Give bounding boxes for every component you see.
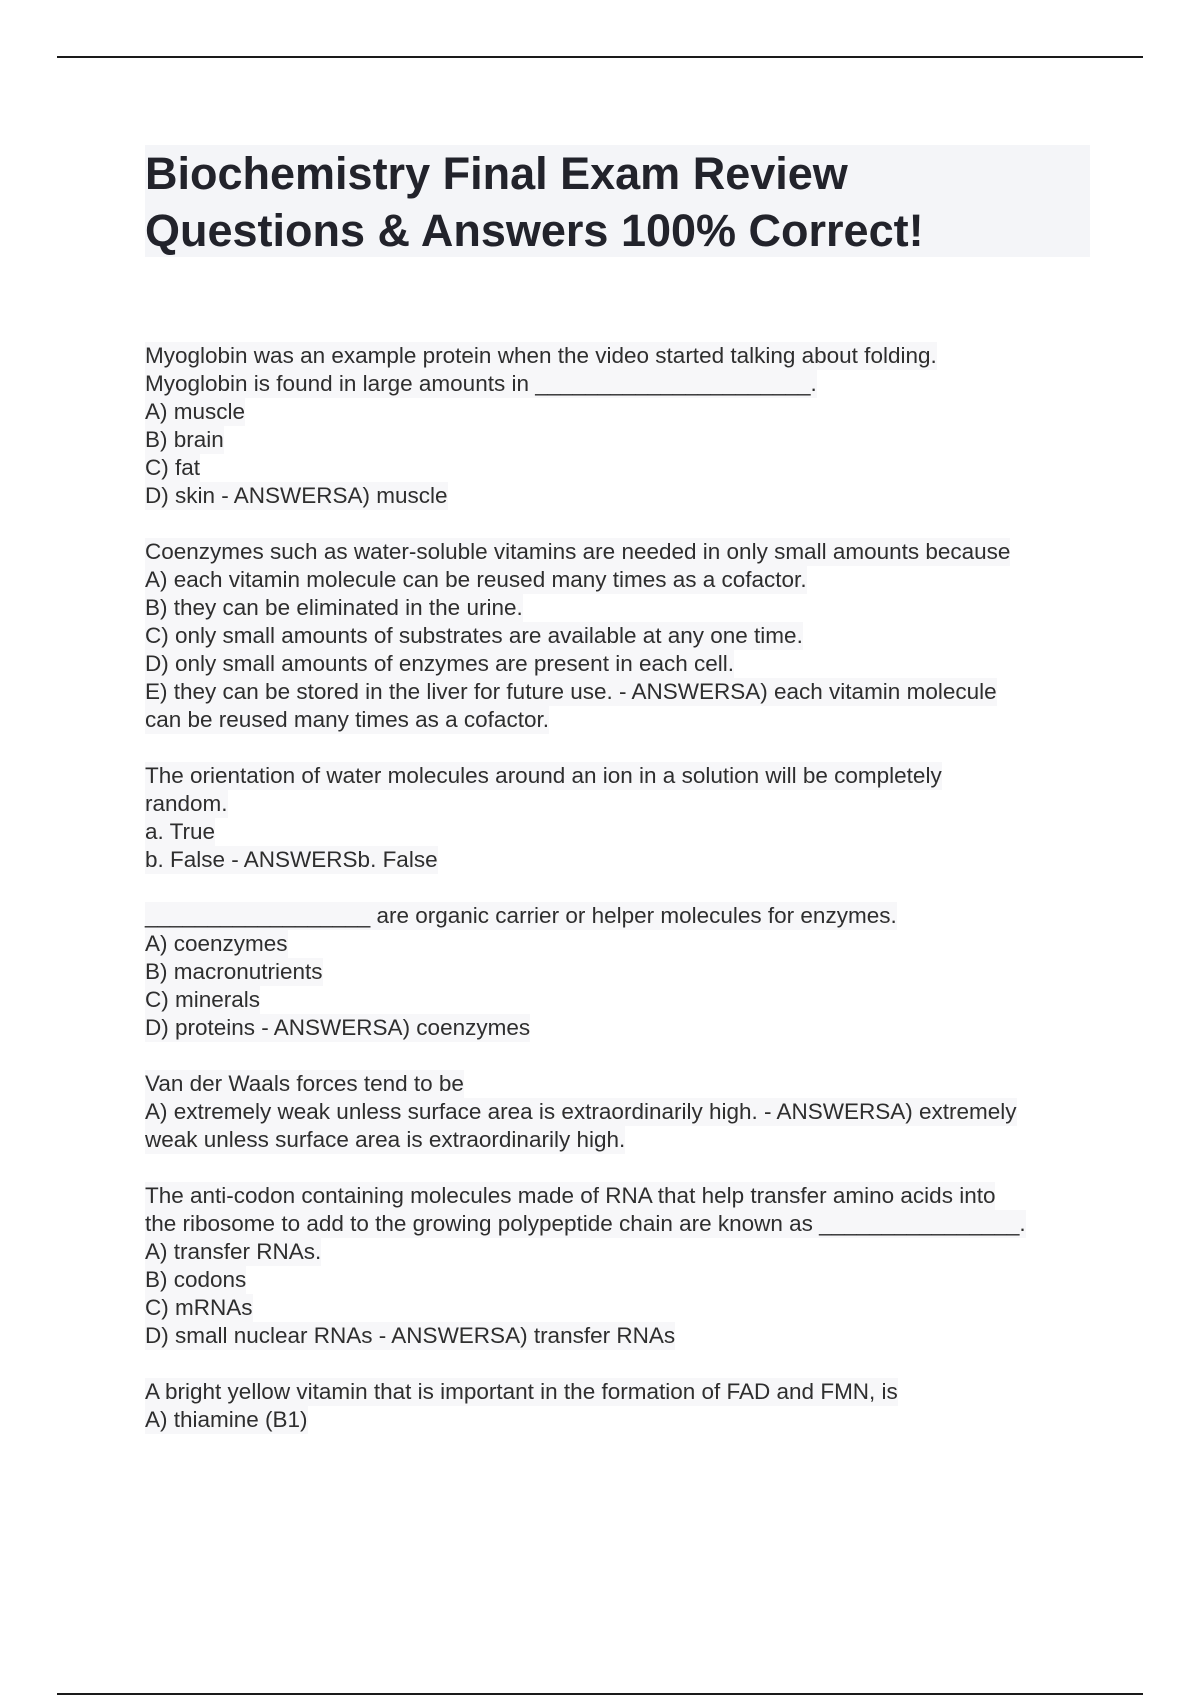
title-line-2: Questions & Answers 100% Correct! bbox=[145, 205, 924, 256]
question-text-line: the ribosome to add to the growing polypeptide chain are known as ________________. bbox=[145, 1211, 1026, 1236]
question-text-line: The anti-codon containing molecules made of RNA that help transfer amino acids into bbox=[145, 1183, 996, 1208]
question-text-line: Myoglobin was an example protein when the video started talking about folding. bbox=[145, 343, 937, 368]
question-text-line: random. bbox=[145, 791, 228, 816]
question-text-line: __________________ are organic carrier or helper molecules for enzymes. bbox=[145, 903, 897, 928]
question-text-line: B) macronutrients bbox=[145, 959, 323, 984]
question-text-line: C) minerals bbox=[145, 987, 261, 1012]
question-block bbox=[145, 762, 1090, 874]
question-list bbox=[145, 342, 1090, 1434]
question-text-line: weak unless surface area is extraordinarily high. bbox=[145, 1127, 626, 1152]
question-text-line: A) each vitamin molecule can be reused many times as a cofactor. bbox=[145, 567, 807, 592]
question-text-line: B) brain bbox=[145, 427, 224, 452]
question-text-line: Coenzymes such as water-soluble vitamins are needed in only small amounts because bbox=[145, 539, 1011, 564]
question-text-line: B) codons bbox=[145, 1267, 247, 1292]
question-text-line: D) small nuclear RNAs - ANSWERSA) transfer RNAs bbox=[145, 1323, 676, 1348]
document-body bbox=[145, 145, 1090, 1462]
question-text-line: A) coenzymes bbox=[145, 931, 288, 956]
question-text-line: A) extremely weak unless surface area is extraordinarily high. - ANSWERSA) extremely bbox=[145, 1099, 1017, 1124]
question-text-line: D) skin - ANSWERSA) muscle bbox=[145, 483, 448, 508]
question-text-line: A) transfer RNAs. bbox=[145, 1239, 322, 1264]
question-text-line: B) they can be eliminated in the urine. bbox=[145, 595, 523, 620]
question-text-line: can be reused many times as a cofactor. bbox=[145, 707, 549, 732]
question-text-line: Myoglobin is found in large amounts in ______________________. bbox=[145, 371, 817, 396]
question-text-line: b. False - ANSWERSb. False bbox=[145, 847, 438, 872]
question-text-line: A) thiamine (B1) bbox=[145, 1407, 308, 1432]
question-text-line: C) fat bbox=[145, 455, 201, 480]
question-text-line: D) only small amounts of enzymes are present in each cell. bbox=[145, 651, 735, 676]
document-title bbox=[145, 145, 1090, 257]
question-text-line: A) muscle bbox=[145, 399, 246, 424]
question-block bbox=[145, 538, 1090, 734]
question-text-line: The orientation of water molecules around an ion in a solution will be completely bbox=[145, 763, 942, 788]
question-text-line: C) only small amounts of substrates are available at any one time. bbox=[145, 623, 803, 648]
question-block bbox=[145, 1378, 1090, 1434]
question-text-line: D) proteins - ANSWERSA) coenzymes bbox=[145, 1015, 531, 1040]
bottom-rule bbox=[57, 1693, 1143, 1695]
question-block bbox=[145, 342, 1090, 510]
question-text-line: E) they can be stored in the liver for future use. - ANSWERSA) each vitamin molecule bbox=[145, 679, 997, 704]
question-block bbox=[145, 1182, 1090, 1350]
question-text-line: a. True bbox=[145, 819, 216, 844]
question-text-line: Van der Waals forces tend to be bbox=[145, 1071, 464, 1096]
title-line-1: Biochemistry Final Exam Review bbox=[145, 148, 848, 199]
question-text-line: C) mRNAs bbox=[145, 1295, 253, 1320]
question-block bbox=[145, 902, 1090, 1042]
question-block bbox=[145, 1070, 1090, 1154]
question-text-line: A bright yellow vitamin that is important in the formation of FAD and FMN, is bbox=[145, 1379, 898, 1404]
top-rule bbox=[57, 56, 1143, 58]
